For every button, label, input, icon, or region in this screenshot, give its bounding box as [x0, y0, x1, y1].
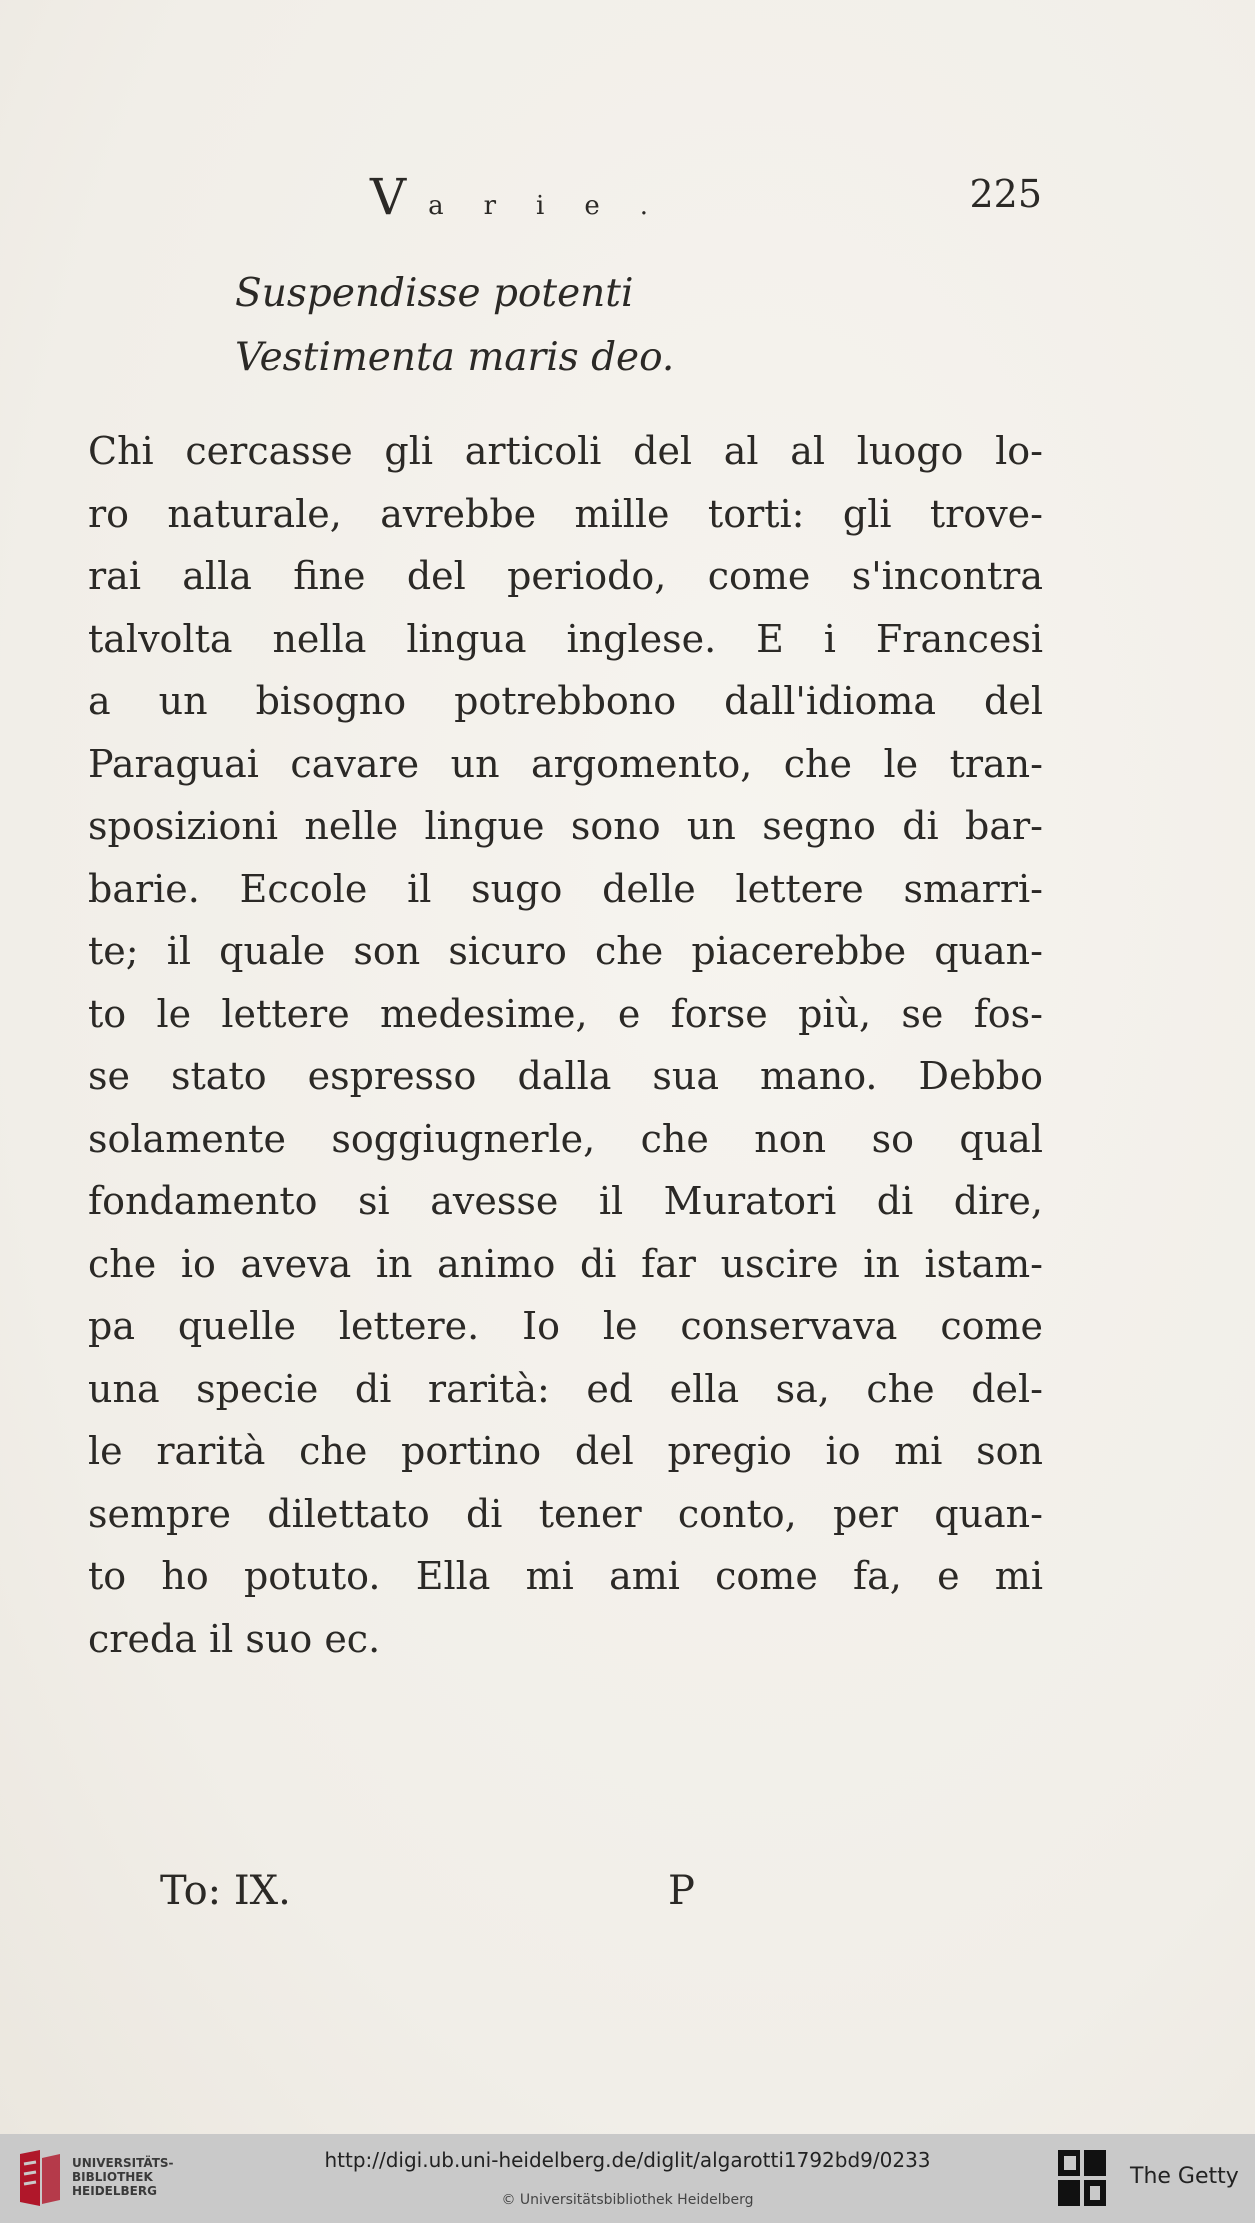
text-line: talvolta nella lingua inglese. E i Francesi	[88, 616, 1043, 661]
text-line: rai alla fine del periodo, come s'incontra	[88, 554, 1043, 598]
footer-bar	[0, 2134, 1255, 2223]
text-line: che io aveva in animo di far uscire in istam-	[88, 1241, 1043, 1286]
text-line: le rarità che portino del pregio io mi son	[88, 1429, 1043, 1473]
copyright-notice: © Universitätsbibliothek Heidelberg	[501, 2192, 754, 2208]
text-line: fondamento si avesse il Muratori di dire,	[88, 1179, 1043, 1223]
text-line: ro naturale, avrebbe mille torti: gli trove-	[88, 491, 1043, 536]
text-line: creda il suo ec.	[88, 1616, 381, 1661]
text-line: pa quelle lettere. Io le conservava come	[88, 1304, 1043, 1348]
text-line: a un bisogno potrebbono dall'idioma del	[88, 679, 1043, 723]
text-line: barie. Eccole il sugo delle lettere smarri-	[88, 866, 1043, 911]
running-head	[370, 168, 1050, 228]
text-line: Chi cercasse gli articoli del al al luogo lo-	[88, 429, 1043, 473]
text-line: se stato espresso dalla sua mano. Debbo	[88, 1054, 1043, 1098]
running-head-rest: arie.	[428, 191, 689, 221]
text-line: solamente soggiugnerle, che non so qual	[88, 1116, 1043, 1161]
text-line: Paraguai cavare un argomento, che le tran-	[88, 741, 1043, 786]
running-head-title	[370, 168, 688, 226]
text-line: to ho potuto. Ella mi ami come fa, e mi	[88, 1554, 1043, 1598]
verse-line: Vestimenta maris deo.	[235, 335, 675, 380]
text-line: una specie di rarità: ed ella sa, che del-	[88, 1366, 1043, 1411]
getty-logo-icon	[1056, 2148, 1110, 2208]
running-head-initial: V	[370, 168, 407, 226]
gathering-mark: P	[668, 1868, 695, 1914]
body-text	[88, 420, 1043, 1670]
text-line: sposizioni nelle lingue sono un segno di bar-	[88, 804, 1043, 848]
partner-name: The Getty	[1130, 2164, 1239, 2189]
page-number: 225	[969, 172, 1042, 216]
verse-quotation	[235, 262, 674, 390]
volume-signature: To: IX.	[160, 1868, 291, 1914]
verse-line: Suspendisse potenti	[235, 271, 634, 316]
text-line: to le lettere medesime, e forse più, se fos-	[88, 991, 1043, 1036]
institution-name: UNIVERSITÄTS- BIBLIOTHEK HEIDELBERG	[72, 2156, 174, 2198]
text-line: te; il quale son sicuro che piacerebbe quan-	[88, 929, 1043, 973]
source-url-link[interactable]: http://digi.ub.uni-heidelberg.de/diglit/algarotti1792bd9/0233	[324, 2148, 931, 2172]
text-line: sempre dilettato di tener conto, per quan-	[88, 1491, 1043, 1536]
